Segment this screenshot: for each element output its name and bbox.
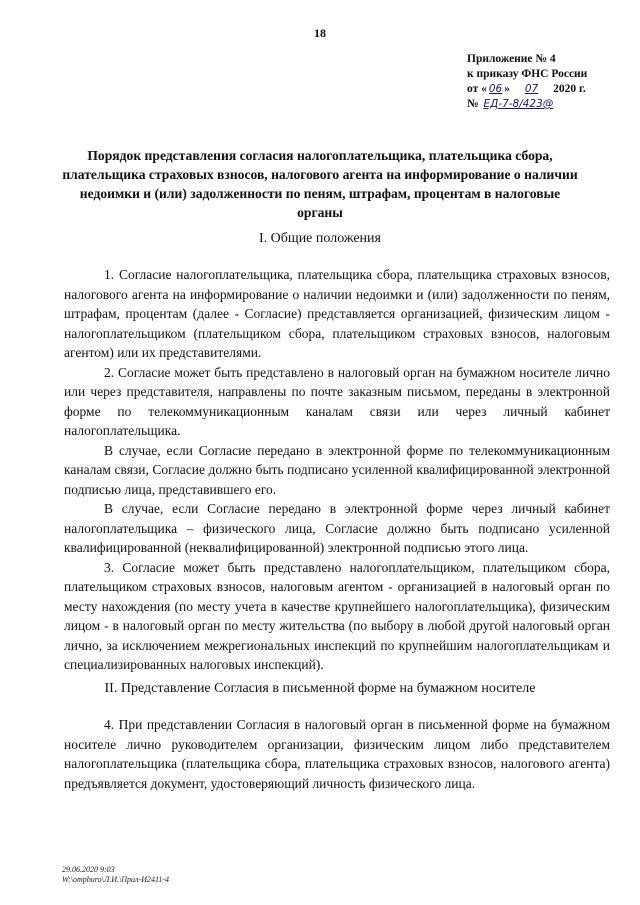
paragraph: В случае, если Согласие передано в электронной форме через личный кабинет налогоплательщика – физического лица, Согласие должно быть подписано усиленной квалифицированной (неквалифицированной) электронной подписью этого лица. (64, 501, 610, 555)
date-year: 2020 г. (553, 83, 586, 95)
order-number (467, 97, 627, 112)
paragraph: В случае, если Согласие передано в электронной форме по телекоммуникационным каналам связи, Согласие должно быть подписано усиленной квалифицированной электронной подписью лица, представившего его. (64, 442, 610, 497)
date-mid: » (504, 83, 510, 95)
paragraph: 2. Согласие может быть представлено в налоговый орган на бумажном носителе лично или через представителя, направлены по почте заказным письмом, переданы в электронной форме по телекоммуникационным каналам связи или через личный кабинет налогоплательщика. (64, 364, 610, 438)
appendix-line: Приложение № 4 (467, 53, 556, 65)
order-reference: к приказу ФНС России (467, 68, 588, 80)
paragraph: 4. При представлении Согласия в налоговый орган в письменной форме на бумажном носителе лично руководителем организации, физическим лицом либо представителем налогоплательщика (плательщика сбора, плательщика страховых взносов, налогового агента) предъявляется документ, удостоверяющий личность физического лица. (64, 717, 610, 791)
footer-file-path: W:\ompburo\Л.И.\Прил-И2411-4 (62, 875, 170, 884)
page-number: 18 (314, 26, 326, 40)
paragraph: 1. Согласие налогоплательщика, плательщика сбора, плательщика страховых взносов, налогового агента на информирование о наличии недоимки и (или) задолженности по пеням, штрафам, процентам (далее - Согласие) представляется организацией, физическим лицом - налогоплательщиком (плательщиком сбора, плательщиком страховых взносов, налоговым агентом) или их представителями. (64, 267, 610, 360)
date-month: 07 (524, 83, 539, 95)
order-date (467, 82, 627, 97)
document-title: Порядок представления согласия налогоплательщика, плательщика сбора, плательщика страховых взносов, налогового агента на информирование о наличии недоимки и (или) задолженности по пеням, штрафам, процентам в налоговые органы (62, 148, 578, 220)
date-day: 06 (488, 83, 503, 95)
paragraph: 3. Согласие может быть представлено налогоплательщиком, плательщиком сбора, плательщиком страховых взносов, налоговым агентом - организацией в налоговый орган по месту нахождения (по месту учета в качестве крупнейшего налогоплательщика), физическим лицом - в налоговый орган по месту жительства (по выбору в любой другой налоговый орган лично, за исключением межрегиональных инспекций по крупнейшим налогоплательщикам и специализированных налоговых инспекций). (64, 559, 610, 672)
appendix-header (467, 52, 627, 112)
document-footer (62, 865, 362, 885)
section-1-heading: I. Общие положения (259, 231, 381, 246)
date-prefix: от « (467, 83, 487, 95)
number-value: ЕД-7-8/423@ (483, 98, 554, 110)
footer-timestamp: 29.06.2020 9:03 (62, 865, 115, 874)
section-2-body (64, 715, 610, 793)
number-prefix: № (467, 98, 479, 110)
section-2-heading: II. Представление Согласия в письменной форме на бумажном носителе (104, 681, 536, 696)
section-1-body (64, 265, 610, 675)
